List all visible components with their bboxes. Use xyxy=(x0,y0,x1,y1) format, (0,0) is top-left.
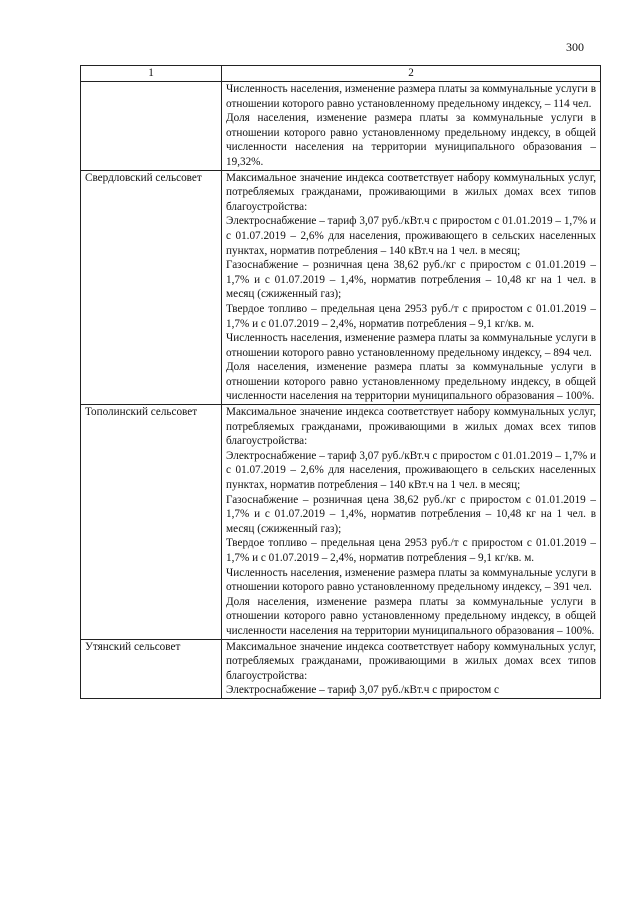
electricity-paragraph: Электроснабжение – тариф 3,07 руб./кВт.ч с приростом с xyxy=(226,684,499,697)
population-share-paragraph: Доля населения, изменение размера платы за коммунальные услуги в отношении которого равно установленному предельному индексу, в общей численности населения на территории муниципального образования – 19,32%. xyxy=(226,112,596,168)
population-share-paragraph: Доля населения, изменение размера платы за коммунальные услуги в отношении которого равно установленному предельному индексу, в общей численности населения на территории муниципального образования – 100%. xyxy=(226,361,596,403)
solid-fuel-paragraph: Твердое топливо – предельная цена 2953 руб./т с приростом с 01.01.2019 – 1,7% и с 01.07.2019 – 2,4%, норматив потребления – 9,1 кг/кв. м. xyxy=(226,302,596,330)
column-header-2: 2 xyxy=(222,66,601,82)
solid-fuel-paragraph: Твердое топливо – предельная цена 2953 руб./т с приростом с 01.01.2019 – 1,7% и с 01.07.2019 – 2,4%, норматив потребления – 9,1 кг/кв. м. xyxy=(226,537,596,564)
gas-paragraph: Газоснабжение – розничная цена 38,62 руб./кг с приростом с 01.01.2019 – 1,7% и с 01.07.2019 – 1,4%, норматив потребления – 10,48 кг на 1 чел. в месяц (сжиженный газ); xyxy=(226,493,596,535)
page-number: 300 xyxy=(566,40,584,54)
municipality-cell xyxy=(81,405,222,640)
electricity-paragraph: Электроснабжение – тариф 3,07 руб./кВт.ч с приростом с 01.01.2019 – 1,7% и с 01.07.2019 – 2,6% для населения, проживающего в сельских населенных пунктах, норматив потребления – 140 кВт.ч на 1 чел. в месяц; xyxy=(226,215,596,257)
description-cell xyxy=(222,82,601,171)
description-cell xyxy=(222,170,601,405)
municipality-cell xyxy=(81,82,222,171)
municipality-name: Утянский сельсовет xyxy=(85,640,181,653)
municipality-cell xyxy=(81,170,222,405)
municipality-cell xyxy=(81,639,222,698)
index-description-paragraph: Максимальное значение индекса соответствует набору коммунальных услуг, потребляемых гражданами, проживающими в жилых домах всех типов благоустройства: xyxy=(226,406,596,448)
table-row xyxy=(81,170,601,405)
gas-paragraph: Газоснабжение – розничная цена 38,62 руб./кг с приростом с 01.01.2019 – 1,7% и с 01.07.2019 – 1,4%, норматив потребления – 10,48 кг на 1 чел. в месяц (сжиженный газ); xyxy=(226,259,596,301)
population-count-paragraph: Численность населения, изменение размера платы за коммунальные услуги в отношении которого равно установленному предельному индексу, – 391 чел. xyxy=(226,566,596,594)
description-cell xyxy=(222,405,601,640)
table-header-row xyxy=(81,66,601,82)
index-description-paragraph: Максимальное значение индекса соответствует набору коммунальных услуг, потребляемых гражданами, проживающими в жилых домах всех типов благоустройства: xyxy=(226,171,596,213)
table-row xyxy=(81,82,601,171)
municipality-name: Свердловский сельсовет xyxy=(85,171,202,184)
description-cell xyxy=(222,639,601,698)
index-description-paragraph: Максимальное значение индекса соответствует набору коммунальных услуг, потребляемых гражданами, проживающими в жилых домах всех типов благоустройства: xyxy=(226,640,596,682)
population-count-paragraph: Численность населения, изменение размера платы за коммунальные услуги в отношении которого равно установленному предельному индексу, – 894 чел. xyxy=(226,332,596,359)
tariff-table xyxy=(80,65,601,699)
population-share-paragraph: Доля населения, изменение размера платы за коммунальные услуги в отношении которого равно установленному предельному индексу, в общей численности населения на территории муниципального образования – 100%. xyxy=(226,595,596,637)
table-row xyxy=(81,639,601,698)
population-count-paragraph: Численность населения, изменение размера платы за коммунальные услуги в отношении которого равно установленному предельному индексу, – 114 чел. xyxy=(226,83,596,110)
column-header-1: 1 xyxy=(81,66,222,82)
electricity-paragraph: Электроснабжение – тариф 3,07 руб./кВт.ч с приростом с 01.01.2019 – 1,7% и с 01.07.2019 – 2,6% для населения, проживающего в сельских населенных пунктах, норматив потребления – 140 кВт.ч на 1 чел. в месяц; xyxy=(226,449,596,492)
table-row xyxy=(81,405,601,640)
municipality-name: Тополинский сельсовет xyxy=(85,406,198,419)
